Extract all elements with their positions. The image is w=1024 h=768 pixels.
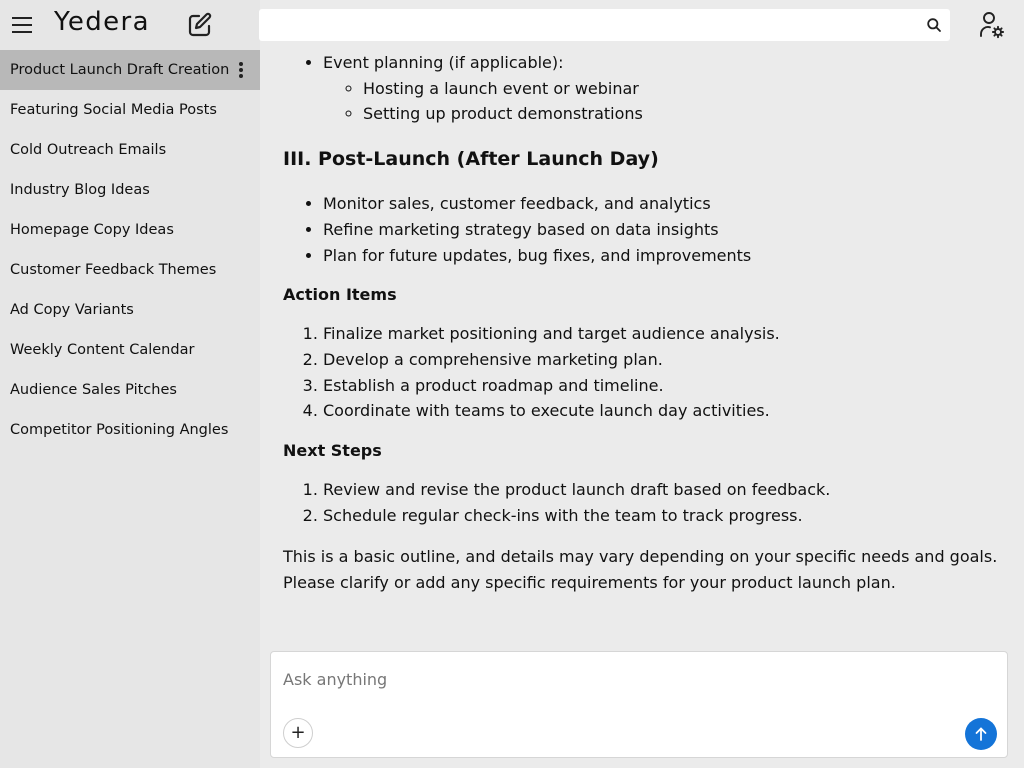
- menu-icon: [11, 15, 33, 35]
- menu-button[interactable]: [11, 14, 33, 36]
- brand-bar: [0, 0, 260, 50]
- list-item: 1. Review and revise the product launch draft based on feedback.: [323, 477, 1003, 503]
- sidebar-item-label: Customer Feedback Themes: [10, 262, 217, 278]
- sidebar-item-label: Product Launch Draft Creation: [10, 62, 230, 78]
- search-bar: [259, 9, 950, 41]
- search-input[interactable]: [259, 9, 950, 41]
- list-item: 4. Coordinate with teams to execute launch day activities.: [323, 398, 1003, 424]
- sidebar-item-label: Industry Blog Ideas: [10, 182, 150, 198]
- sidebar-item-label: Homepage Copy Ideas: [10, 222, 174, 238]
- list-item: ◦ Setting up product demonstrations: [363, 101, 1003, 127]
- chat-history-list: [0, 50, 260, 450]
- sidebar-item-homepage-copy[interactable]: [0, 210, 260, 250]
- sidebar-item-social-media[interactable]: [0, 90, 260, 130]
- arrow-up-icon: [973, 726, 989, 742]
- list-item: 2. Schedule regular check-ins with the team to track progress.: [323, 503, 1003, 529]
- sidebar-item-product-launch[interactable]: [0, 50, 260, 90]
- action-items-heading: Action Items: [283, 285, 397, 305]
- response-content: [283, 50, 1003, 596]
- search-icon[interactable]: [926, 17, 942, 33]
- sidebar-item-blog-ideas[interactable]: [0, 170, 260, 210]
- sidebar-item-cold-outreach[interactable]: [0, 130, 260, 170]
- attach-button[interactable]: +: [283, 718, 313, 748]
- action-items-list: [283, 321, 1003, 424]
- sidebar-item-label: Featuring Social Media Posts: [10, 102, 217, 118]
- sidebar-item-label: Weekly Content Calendar: [10, 342, 195, 358]
- sidebar-item-label: Competitor Positioning Angles: [10, 422, 229, 438]
- section-heading-post-launch: III. Post-Launch (After Launch Day): [283, 148, 659, 171]
- sidebar-item-content-calendar[interactable]: [0, 330, 260, 370]
- account-button[interactable]: [978, 10, 1006, 40]
- list-item: • Event planning (if applicable): ◦ Hosting a launch event or webinar ◦ Setting up product demonstrations: [323, 50, 1003, 127]
- list-item: • Plan for future updates, bug fixes, and improvements: [323, 243, 1003, 269]
- more-vertical-icon: [239, 62, 243, 66]
- sidebar-item-ad-copy[interactable]: [0, 290, 260, 330]
- sidebar-item-label: Cold Outreach Emails: [10, 142, 167, 158]
- next-steps-list: [283, 477, 1003, 528]
- list-item: • Monitor sales, customer feedback, and analytics: [323, 191, 1003, 217]
- closing-paragraph: This is a basic outline, and details may vary depending on your specific needs and goals. Please clarify or add any specific requirements for your product launch plan.: [283, 547, 998, 593]
- sidebar-item-label: Ad Copy Variants: [10, 302, 134, 318]
- list-item: ◦ Hosting a launch event or webinar: [363, 76, 1003, 102]
- sidebar-item-sales-pitches[interactable]: [0, 370, 260, 410]
- list-item: 3. Establish a product roadmap and timeline.: [323, 373, 1003, 399]
- app-title: Yedera: [54, 7, 150, 37]
- list-item: 1. Finalize market positioning and target audience analysis.: [323, 321, 1003, 347]
- event-planning-sublist: [323, 76, 1003, 127]
- event-planning-list: [283, 50, 1003, 127]
- post-launch-list: [283, 191, 1003, 268]
- sidebar-item-feedback-themes[interactable]: [0, 250, 260, 290]
- next-steps-heading: Next Steps: [283, 441, 382, 461]
- sidebar: [0, 0, 260, 768]
- sidebar-item-label: Audience Sales Pitches: [10, 382, 177, 398]
- list-item: 2. Develop a comprehensive marketing plan.: [323, 347, 1003, 373]
- new-chat-button[interactable]: [186, 11, 214, 39]
- user-settings-icon: [978, 10, 1006, 40]
- send-button[interactable]: [965, 718, 997, 750]
- prompt-input[interactable]: [283, 664, 983, 694]
- more-options-button[interactable]: [236, 60, 246, 80]
- edit-icon: [187, 12, 213, 38]
- sidebar-item-competitor-angles[interactable]: [0, 410, 260, 450]
- list-item: • Refine marketing strategy based on data insights: [323, 217, 1003, 243]
- prompt-composer: [270, 651, 1008, 758]
